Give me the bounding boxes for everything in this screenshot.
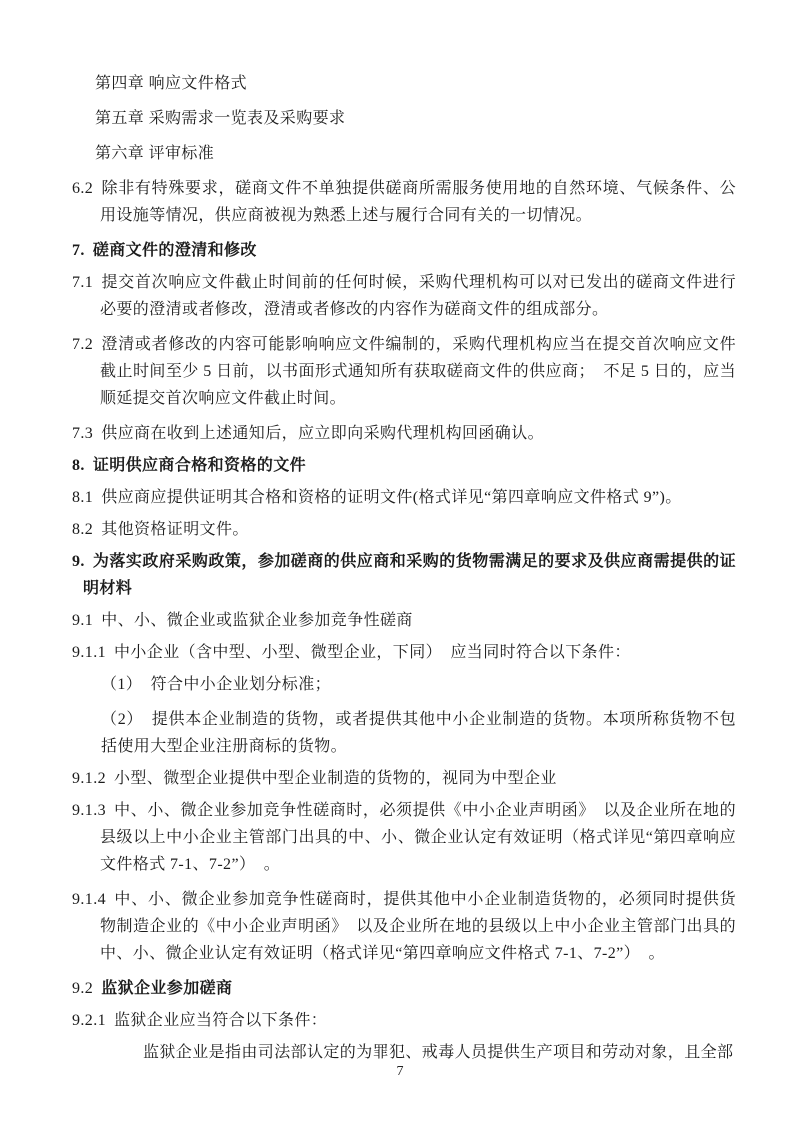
clause-9-2-heading <box>72 975 736 1002</box>
clause-number: 9.1.4 <box>72 891 106 908</box>
clause-number: 7. <box>72 242 85 259</box>
subitem-1: （1） 符合中小企业划分标准； <box>101 676 332 693</box>
clause-text: 除非有特殊要求，磋商文件不单独提供磋商所需服务使用地的自然环境、气候条件、公用设施等情况，供应商被视为熟悉上述与履行合同有关的一切情况。 <box>100 180 736 224</box>
toc-chapter-4: 第四章 响应文件格式 <box>95 75 248 92</box>
clause-text: 小型、微型企业提供中型企业制造的货物的，视同为中型企业 <box>114 770 557 787</box>
clause-number: 9.1 <box>72 612 94 629</box>
heading-text: 监狱企业参加磋商 <box>101 980 233 997</box>
section-8-heading <box>72 452 736 479</box>
clause-number: 8.2 <box>72 521 94 538</box>
clause-9-1 <box>72 607 736 634</box>
clause-number: 9.2 <box>72 980 94 997</box>
heading-text: 为落实政府采购政策，参加磋商的供应商和采购的货物需满足的要求及供应商需提供的证明材料 <box>83 553 736 597</box>
clause-7-2 <box>72 331 736 412</box>
clause-number: 7.2 <box>72 336 94 353</box>
heading-text: 磋商文件的澄清和修改 <box>92 242 257 259</box>
clause-number: 7.3 <box>72 425 94 442</box>
page-number: 7 <box>396 1064 404 1079</box>
clause-number: 9. <box>72 553 85 570</box>
clause-9-1-4 <box>72 886 736 967</box>
section-9-heading <box>72 548 736 602</box>
clause-text: 中、小、微企业参加竞争性磋商时，必须提供《中小企业声明函》 以及企业所在地的县级以上中小企业主管部门出具的中、小、微企业认定有效证明（格式详见“第四章响应文件格式 7-1、7-2”） 。 <box>100 802 736 873</box>
section-7-heading <box>72 237 736 264</box>
clause-number: 8.1 <box>72 489 94 506</box>
page-content <box>72 70 736 1071</box>
heading-text: 证明供应商合格和资格的文件 <box>92 457 307 474</box>
clause-number: 7.1 <box>72 274 94 291</box>
clause-number: 9.1.1 <box>72 644 106 661</box>
clause-9-1-2 <box>72 765 736 792</box>
clause-text: 供应商应提供证明其合格和资格的证明文件(格式详见“第四章响应文件格式 9”)。 <box>101 489 682 506</box>
clause-8-2 <box>72 516 736 543</box>
toc-chapter-6: 第六章 评审标准 <box>95 145 215 162</box>
clause-8-1 <box>72 484 736 511</box>
clause-text: 提交首次响应文件截止时间前的任何时候，采购代理机构可以对已发出的磋商文件进行必要的澄清或者修改，澄清或者修改的内容作为磋商文件的组成部分。 <box>100 274 736 318</box>
paragraph-prison-definition: 监狱企业是指由司法部认定的为罪犯、戒毒人员提供生产项目和劳动对象，且全部 <box>143 1044 734 1061</box>
clause-number: 9.1.2 <box>72 770 106 787</box>
clause-number: 8. <box>72 457 85 474</box>
clause-6-2 <box>72 175 736 229</box>
clause-9-1-3 <box>72 797 736 878</box>
clause-7-1 <box>72 269 736 323</box>
clause-text: 监狱企业应当符合以下条件： <box>114 1012 328 1029</box>
clause-text: 中小企业（含中型、小型、微型企业，下同） 应当同时符合以下条件： <box>114 644 631 661</box>
clause-text: 供应商在收到上述通知后，应立即向采购代理机构回函确认。 <box>101 425 545 442</box>
clause-number: 9.1.3 <box>72 802 106 819</box>
toc-chapter-5: 第五章 采购需求一览表及采购要求 <box>95 110 346 127</box>
clause-9-1-1 <box>72 639 736 666</box>
clause-7-3 <box>72 420 736 447</box>
clause-text: 其他资格证明文件。 <box>101 521 249 538</box>
clause-9-2-1 <box>72 1007 736 1034</box>
clause-number: 9.2.1 <box>72 1012 106 1029</box>
clause-number: 6.2 <box>72 180 94 197</box>
clause-text: 中、小、微企业参加竞争性磋商时，提供其他中小企业制造货物的，必须同时提供货物制造企业的《中小企业声明函》 以及企业所在地的县级以上中小企业主管部门出具的中、小、微企业认定有效证明（格式详见“第四章响应文件格式 7-1、7-2”） 。 <box>100 891 736 962</box>
clause-text: 中、小、微企业或监狱企业参加竞争性磋商 <box>101 612 413 629</box>
subitem-2: （2） 提供本企业制造的货物，或者提供其他中小企业制造的货物。本项所称货物不包括使用大型企业注册商标的货物。 <box>101 711 736 755</box>
clause-text: 澄清或者修改的内容可能影响响应文件编制的，采购代理机构应当在提交首次响应文件截止时间至少 5 日前，以书面形式通知所有获取磋商文件的供应商； 不足 5 日的，应当顺延提交首次响应文件截止时间。 <box>100 336 736 407</box>
